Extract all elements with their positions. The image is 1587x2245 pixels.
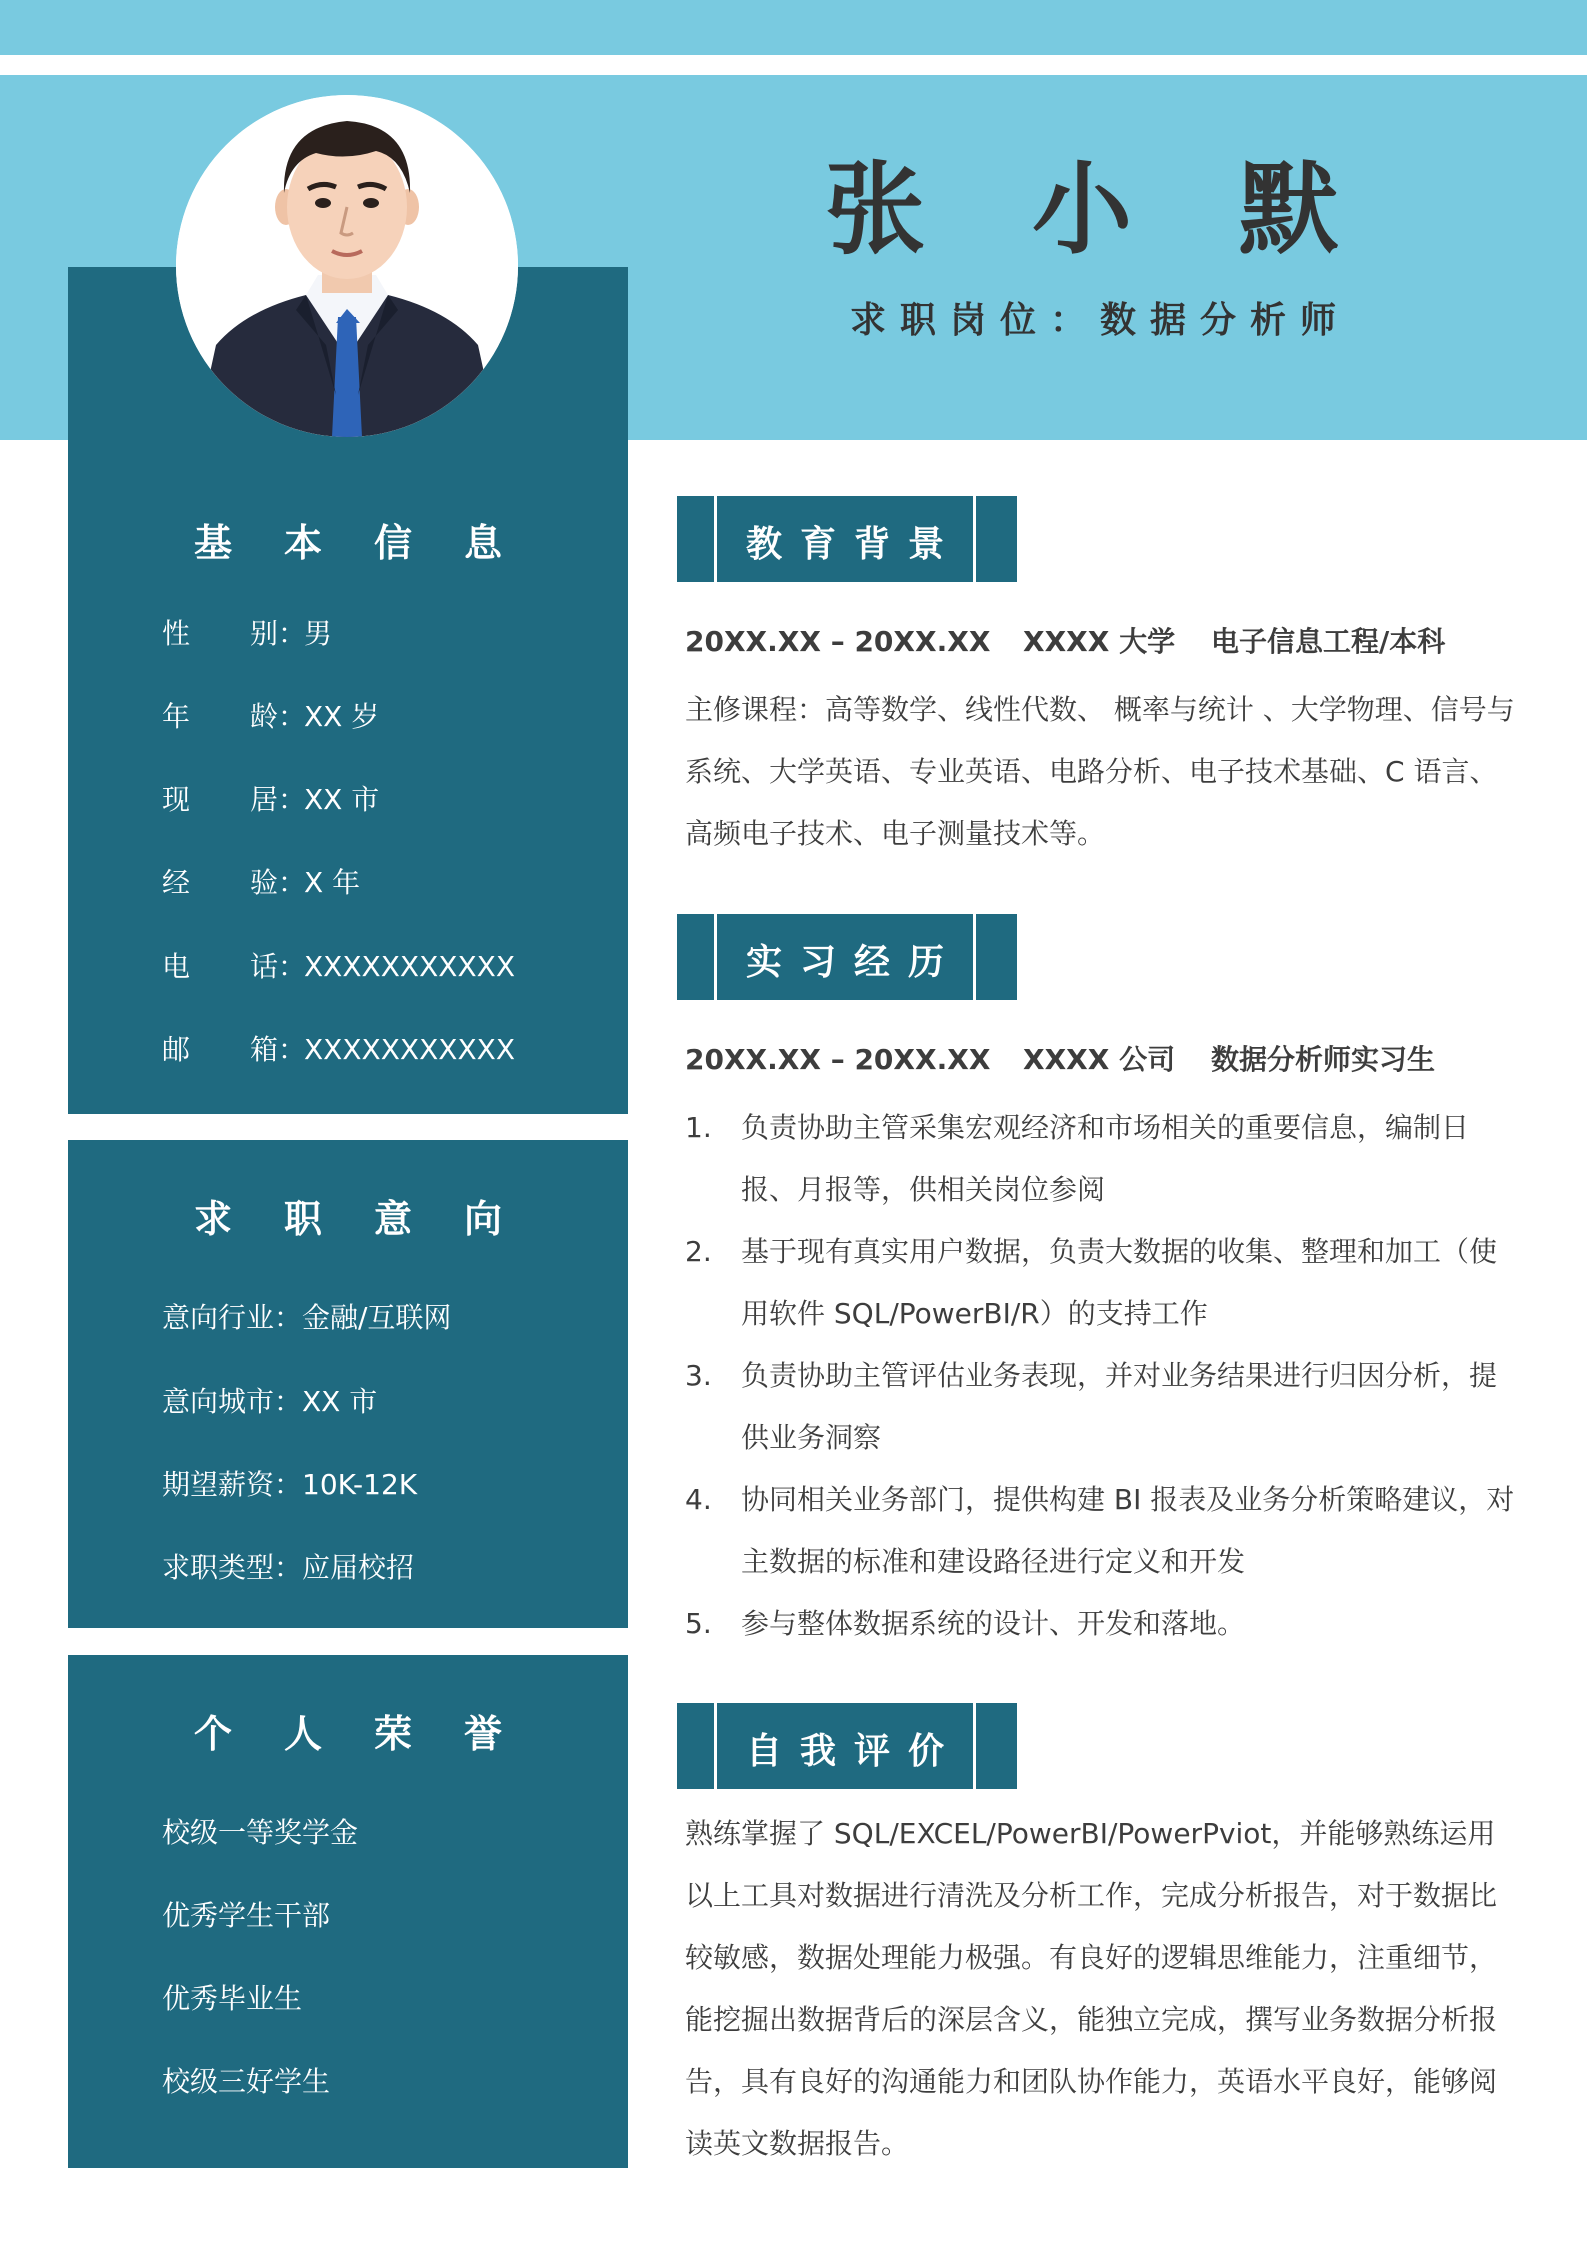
self-eval-heading-block [677,1703,1017,1789]
honor-item: 校级一等奖学金 [162,1816,359,1849]
education-heading-block [677,496,1017,582]
candidate-name: 张 小 默 [825,151,1375,268]
honor-item: 优秀学生干部 [162,1899,331,1932]
education-courses: 主修课程：高等数学、线性代数、 概率与统计 、大学物理、信号与系统、大学英语、专业英语、电路分析、电子技术基础、C 语言、高频电子技术、电子测量技术等。 [685,693,1515,850]
education-school: XXXX 大学 [1023,625,1176,658]
profile-photo [176,95,518,437]
job-title: 求职岗位：数据分析师 [849,300,1350,341]
info-value: 男 [304,617,333,650]
top-stripe [0,0,1587,55]
honors-panel [68,1655,628,2168]
info-email: 邮 箱：XXXXXXXXXXX [162,1033,515,1066]
info-value: XXXXXXXXXXX [304,1033,515,1066]
info-value: XX 岁 [304,700,380,733]
list-item: 2. 基于现有真实用户数据，负责大数据的收集、整理和加工（使用软件 SQL/PowerBI/R）的支持工作 [685,1235,1498,1330]
education-period: 20XX.XX – 20XX.XX [685,625,991,658]
internship-entry [685,1038,1435,1078]
intent-city: 意向城市：XX 市 [162,1385,378,1418]
info-age: 年 龄：XX 岁 [162,700,380,733]
education-major: 电子信息工程/本科 [1211,625,1446,658]
honor-item: 优秀毕业生 [162,1982,303,2015]
info-experience: 经 验：X 年 [162,866,361,899]
self-eval-heading: 自我评价 [745,1731,962,1772]
basic-info-heading: 基本信息 [193,521,554,565]
education-entry [685,620,1445,660]
intent-salary: 期望薪资：10K-12K [162,1468,418,1501]
info-value: XXXXXXXXXXX [304,950,515,983]
list-item: 1. 负责协助主管采集宏观经济和市场相关的重要信息，编制日报、月报等，供相关岗位参阅 [685,1111,1470,1206]
job-intent-panel [68,1140,628,1628]
job-intent-heading: 求职意向 [193,1197,554,1241]
education-heading: 教育背景 [745,524,962,565]
intent-type: 求职类型：应届校招 [162,1551,415,1584]
internship-position: 数据分析师实习生 [1211,1043,1436,1076]
list-item: 5. 参与整体数据系统的设计、开发和落地。 [685,1607,1246,1640]
info-gender: 性 别：男 [162,617,333,650]
honor-item: 校级三好学生 [162,2065,331,2098]
internship-period: 20XX.XX – 20XX.XX [685,1043,991,1076]
honors-heading: 个人荣誉 [193,1712,554,1756]
intent-industry: 意向行业：金融/互联网 [162,1301,452,1334]
list-item: 3. 负责协助主管评估业务表现，并对业务结果进行归因分析，提供业务洞察 [685,1359,1498,1454]
info-residence: 现 居：XX 市 [162,783,380,816]
self-eval-text: 熟练掌握了 SQL/EXCEL/PowerBI/PowerPviot，并能够熟练运用以上工具对数据进行清洗及分析工作，完成分析报告，对于数据比较敏感，数据处理能力极强。有良好的逻辑思维能力，注重细节，能挖掘出数据背后的深层含义，能独立完成，撰写业务数据分析报告，具有良好的沟通能力和团队协作能力，英语水平良好，能够阅读英文数据报告。 [685,1817,1498,2160]
internship-company: XXXX 公司 [1023,1043,1176,1076]
info-phone: 电 话：XXXXXXXXXXX [162,950,515,983]
portrait-illustration [176,95,518,437]
internship-heading: 实习经历 [745,942,962,983]
list-item: 4. 协同相关业务部门，提供构建 BI 报表及业务分析策略建议，对主数据的标准和建设路径进行定义和开发 [685,1483,1515,1578]
internship-heading-block [677,914,1017,1000]
info-value: XX 市 [304,783,380,816]
internship-duties [685,1097,1515,1655]
info-value: X 年 [304,866,361,899]
